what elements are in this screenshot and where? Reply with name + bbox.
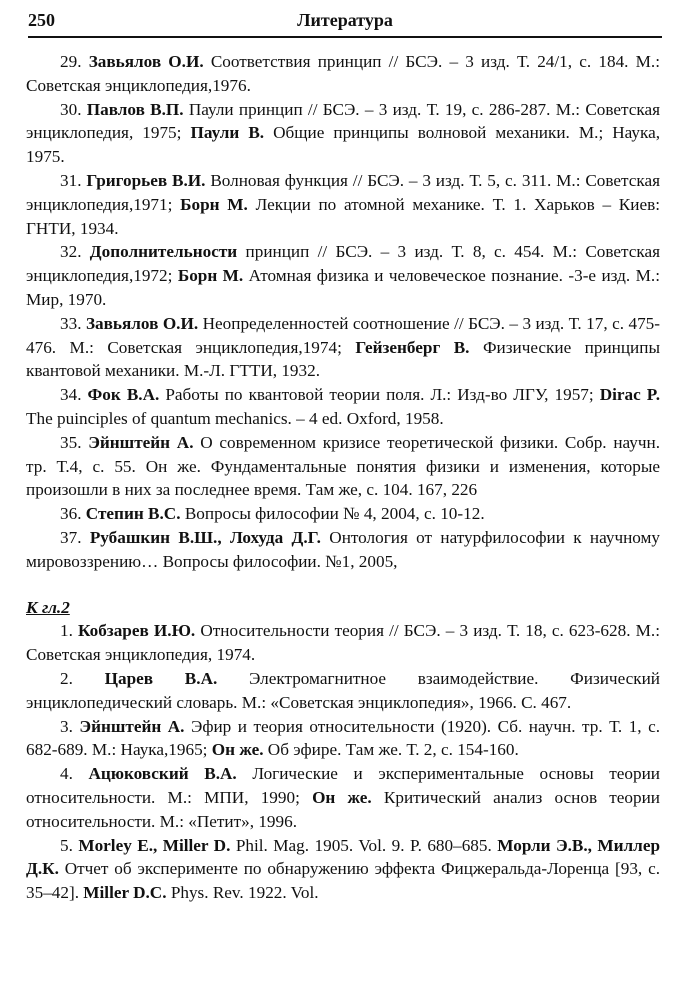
- entry-author: Павлов В.П.: [86, 99, 184, 119]
- entry-author: Рубашкин В.Ш., Лохуда Д.Г.: [89, 527, 321, 547]
- entry-text: Вопросы философии № 4, 2004, с. 10-12.: [184, 504, 485, 524]
- reference-entry: [26, 526, 660, 574]
- reference-entry: [26, 667, 660, 715]
- entry-number: 34.: [60, 385, 82, 405]
- entry-author: Он же.: [211, 740, 264, 760]
- entry-text: Атомная физика и человеческое познание. -3-е изд. М.: Мир, 1970.: [26, 266, 660, 309]
- entry-text: Работы по квантовой теории поля. Л.: Изд-во ЛГУ, 1957;: [165, 385, 594, 405]
- reference-entry: [26, 312, 660, 383]
- entry-author: Завьялов О.И.: [85, 313, 199, 333]
- entry-text: Относительности теория // БСЭ. – 3 изд. Т. 18, с. 623-628. М.: Советская энциклопедия, 1974.: [26, 621, 660, 665]
- entry-text: Критический анализ основ теории относительности. М.: «Петит», 1996.: [26, 787, 661, 831]
- entry-text: Эфир и теория относительности (1920). Сб. научн. тр. Т. 1, с. 682-689. М.: Наука,1965;: [26, 716, 661, 760]
- entry-text: Логические и экспериментальные основы теории относительности. М.: МПИ, 1990;: [26, 764, 660, 807]
- entry-text: Паули принцип // БСЭ. – 3 изд. Т. 19, с. 286-287. М.: Советская энциклопедия, 1975;: [26, 99, 660, 143]
- entry-author: Борн М.: [180, 194, 248, 214]
- reference-list: [26, 619, 660, 905]
- entry-number: 1.: [60, 621, 73, 641]
- entry-number: 37.: [60, 527, 82, 547]
- entry-author: Гейзенберг В.: [355, 337, 470, 357]
- page-header: [28, 8, 662, 38]
- entry-text: Электромагнитное взаимодействие. Физический энциклопедический словарь. М.: «Советская энциклопедия», 1966. С. 467.: [26, 668, 661, 712]
- section-heading: К гл.2: [26, 597, 70, 617]
- entry-number: 31.: [60, 170, 82, 190]
- reference-entry: [26, 762, 660, 833]
- entry-number: 4.: [60, 764, 73, 784]
- entry-author: Morley E., Miller D.: [78, 835, 231, 855]
- entry-number: 5.: [60, 835, 73, 855]
- entry-text: принцип // БСЭ. – 3 изд. Т. 8, с. 454. М.: Советская энциклопедия,1972;: [26, 242, 660, 286]
- entry-author: Завьялов О.И.: [88, 52, 204, 71]
- entry-text: The puinciples of quantum mechanics. – 4 ed. Oxford, 1958.: [26, 408, 444, 428]
- reference-entry: [26, 98, 660, 169]
- page-number: 250: [28, 10, 55, 30]
- running-title: Литература: [297, 10, 393, 30]
- entry-author: Эйнштейн А.: [88, 432, 194, 452]
- reference-entry: [26, 431, 660, 502]
- entry-number: 33.: [60, 313, 82, 333]
- reference-entry: [26, 50, 660, 98]
- entry-text: Phys. Rev. 1922. Vol.: [170, 883, 319, 903]
- entry-author: Эйнштейн А.: [79, 716, 185, 736]
- entry-text: Phil. Mag. 1905. Vol. 9. P. 680–685.: [235, 835, 492, 855]
- entry-author: Степин В.С.: [85, 504, 181, 524]
- entry-text: Об эфире. Там же. Т. 2, с. 154-160.: [267, 740, 519, 760]
- entry-number: 36.: [60, 504, 82, 524]
- entry-author: Дополнительности: [89, 242, 238, 262]
- entry-text: О современном кризисе теоретической физики. Собр. научн. тр. Т.4, с. 55. Он же. Фундаментальные понятия физики и изменения, которые произошли в них за последнее время. Там же, с. 104. 167, 226: [26, 432, 661, 500]
- reference-entry: [26, 502, 660, 526]
- entry-author: Морли Э.В., Миллер Д.К.: [26, 835, 661, 879]
- entry-text: Волновая функция // БСЭ. – 3 изд. Т. 5, с. 311. М.: Советская энциклопедия,1971;: [26, 170, 661, 214]
- entry-author: Паули В.: [190, 123, 265, 143]
- reference-entry: [26, 834, 660, 905]
- entry-number: 29.: [60, 52, 82, 71]
- reference-entry: [26, 240, 660, 311]
- entry-text: Общие принципы волновой механики. М.; Наука, 1975.: [26, 123, 661, 167]
- entry-number: 35.: [60, 432, 82, 452]
- entry-author: Он же.: [312, 787, 372, 807]
- entry-author: Miller D.C.: [83, 883, 167, 903]
- entry-text: Онтология от натурфилософии к научному мировоззрению… Вопросы философии. №1, 2005,: [26, 527, 661, 571]
- entry-author: Григорьев В.И.: [86, 170, 206, 190]
- entry-text: Неопределенностей соотношение // БСЭ. – 3 изд. Т. 17, с. 475-476. М.: Советская энциклопедия,1974;: [26, 313, 660, 357]
- entry-text: Соответствия принцип // БСЭ. – 3 изд. Т. 24/1, с. 184. М.: Советская энциклопедия,1976.: [26, 52, 661, 95]
- bibliography: [26, 50, 660, 905]
- entry-number: 2.: [60, 668, 73, 688]
- entry-number: 32.: [60, 242, 82, 262]
- reference-entry: [26, 619, 660, 667]
- reference-entry: [26, 715, 660, 763]
- entry-text: Отчет об эксперименте по обнаружению эффекта Фицжеральда-Лоренца [93, с. 35–42].: [26, 859, 661, 903]
- entry-text: Лекции по атомной механике. Т. 1. Харьков – Киев: ГНТИ, 1934.: [26, 194, 660, 238]
- entry-author: Фок В.А.: [87, 385, 160, 405]
- entry-author: Царев В.А.: [104, 668, 218, 688]
- reference-entry: [26, 383, 660, 431]
- entry-author: Борн М.: [177, 266, 244, 286]
- entry-author: Кобзарев И.Ю.: [78, 621, 196, 641]
- reference-list: [26, 50, 660, 574]
- entry-text: Физические принципы квантовой механики. М.-Л. ГТТИ, 1932.: [26, 337, 660, 381]
- entry-number: 3.: [60, 716, 73, 736]
- reference-entry: [26, 169, 660, 240]
- entry-author: Dirac P.: [599, 385, 661, 405]
- entry-author: Ацюковский В.А.: [88, 764, 237, 784]
- entry-number: 30.: [60, 99, 82, 119]
